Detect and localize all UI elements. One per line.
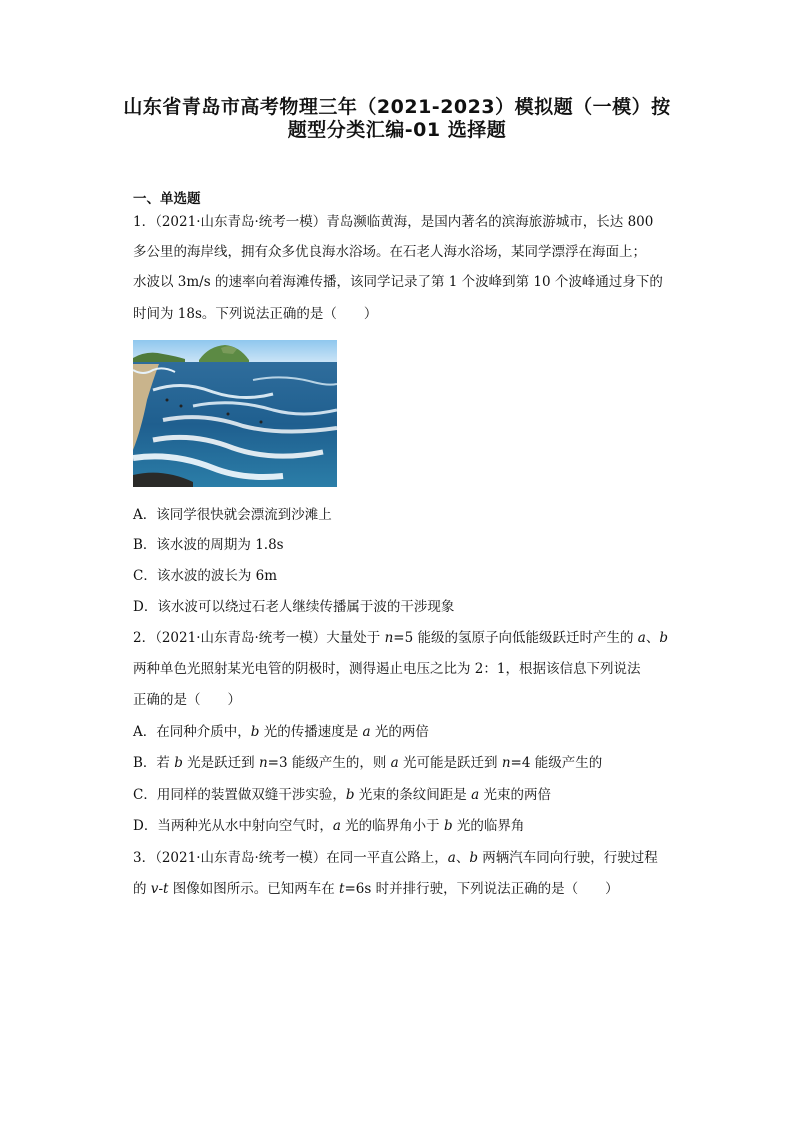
q2-a-text-0: A．在同种介质中， (133, 724, 251, 740)
q3-l1-text-2: 、 (455, 850, 470, 866)
q3-l1-var-3: b (469, 850, 478, 866)
q2-c-text-4: 光束的两倍 (479, 787, 551, 803)
q2-d-text-2: 光的临界角小于 (340, 818, 444, 834)
q2-text-1a: 2．（2021·山东青岛·统考一模）大量处于 (133, 630, 385, 646)
q2-stem-line-1 (133, 629, 673, 647)
q2-d-text-4: 光的临界角 (452, 818, 525, 834)
q2-c-text-2: 光束的条纹间距是 (354, 787, 472, 803)
q2-a-text-2: 光的传播速度是 (259, 724, 363, 740)
q2-option-d (133, 817, 673, 835)
q2-c-var-1: b (345, 787, 355, 803)
q3-l2-text-6: =6s 时并排行驶，下列说法正确的是（ ） (344, 881, 619, 897)
q2-c-var-3: a (471, 787, 480, 803)
q2-a-var-1: b (250, 724, 260, 740)
q2-b-var-7: n (501, 755, 511, 771)
q2-b-text-6: 光可能是跃迁到 (398, 755, 502, 771)
q2-stem-line-3: 正确的是（ ） (133, 692, 241, 708)
document-title-line-1: 山东省青岛市高考物理三年（2021-2023）模拟题（一模）按 (123, 96, 671, 118)
q3-l2-var-1: v (150, 881, 159, 897)
q1-stem-line-4: 时间为 18s。下列说法正确的是（ ） (133, 306, 378, 322)
q3-stem-line-2 (133, 880, 673, 898)
q2-a-text-4: 光的两倍 (370, 724, 429, 740)
q1-stem-line-2: 多公里的海岸线，拥有众多优良海水浴场。在石老人海水浴场，某同学漂浮在海面上； (133, 244, 646, 260)
q2-c-text-0: C．用同样的装置做双缝干涉实验， (133, 787, 346, 803)
q2-d-text-0: D．当两种光从水中射向空气时， (133, 818, 333, 834)
q1-stem-line-3: 水波以 3m/s 的速率向着海滩传播，该同学记录了第 1 个波峰到第 10 个波峰通过身下的 (133, 274, 663, 290)
q3-l1-text-4: 两辆汽车同向行驶，行驶过程 (478, 850, 658, 866)
q1-option-c: C．该水波的波长为 6m (133, 568, 278, 584)
q1-stem-line-1: 1．（2021·山东青岛·统考一模）青岛濒临黄海，是国内著名的滨海旅游城市，长达 800 (133, 214, 654, 230)
q2-b-text-2: 光是跃迁到 (182, 755, 259, 771)
q3-stem-line-1 (133, 849, 673, 867)
q2-var-n: n (384, 630, 394, 646)
q2-option-c (133, 786, 673, 804)
document-title-line-2: 题型分类汇编-01 选择题 (287, 119, 507, 141)
q2-b-text-0: B．若 (133, 755, 175, 771)
q2-b-var-5: a (390, 755, 399, 771)
q2-d-var-3: b (443, 818, 453, 834)
q2-a-var-3: a (362, 724, 371, 740)
q2-var-b: b (659, 630, 668, 646)
q3-l2-var-3: t (163, 881, 169, 897)
q1-option-a: A．该同学很快就会漂流到沙滩上 (133, 507, 332, 523)
q2-var-a: a (637, 630, 646, 646)
q2-option-a (133, 723, 673, 741)
q3-l2-text-4: 图像如图所示。已知两车在 (168, 881, 340, 897)
q2-d-var-1: a (332, 818, 341, 834)
q1-option-b: B．该水波的周期为 1.8s (133, 537, 284, 553)
q1-option-d: D．该水波可以绕过石老人继续传播属于波的干涉现象 (133, 599, 455, 615)
q3-l2-var-5: t (339, 881, 345, 897)
q2-b-text-4: =3 能级产生的，则 (267, 755, 391, 771)
q2-option-b (133, 754, 673, 772)
q2-stem-line-2: 两种单色光照射某光电管的阴极时，测得遏止电压之比为 2：1，根据该信息下列说法 (133, 661, 641, 677)
q2-b-text-8: =4 能级产生的 (510, 755, 603, 771)
q3-l1-text-0: 3．（2021·山东青岛·统考一模）在同一平直公路上， (133, 850, 448, 866)
q2-text-1c: =5 能级的氢原子向低能级跃迁时产生的 (393, 630, 638, 646)
q2-text-1e: 、 (645, 630, 660, 646)
q3-l2-text-0: 的 (133, 881, 151, 897)
q2-b-var-3: n (258, 755, 268, 771)
q3-l2-text-2: - (158, 881, 163, 897)
q3-l1-var-1: a (447, 850, 456, 866)
sea-waves-photo (133, 340, 337, 487)
section-heading: 一、单选题 (133, 191, 201, 207)
q2-b-var-1: b (174, 755, 183, 771)
